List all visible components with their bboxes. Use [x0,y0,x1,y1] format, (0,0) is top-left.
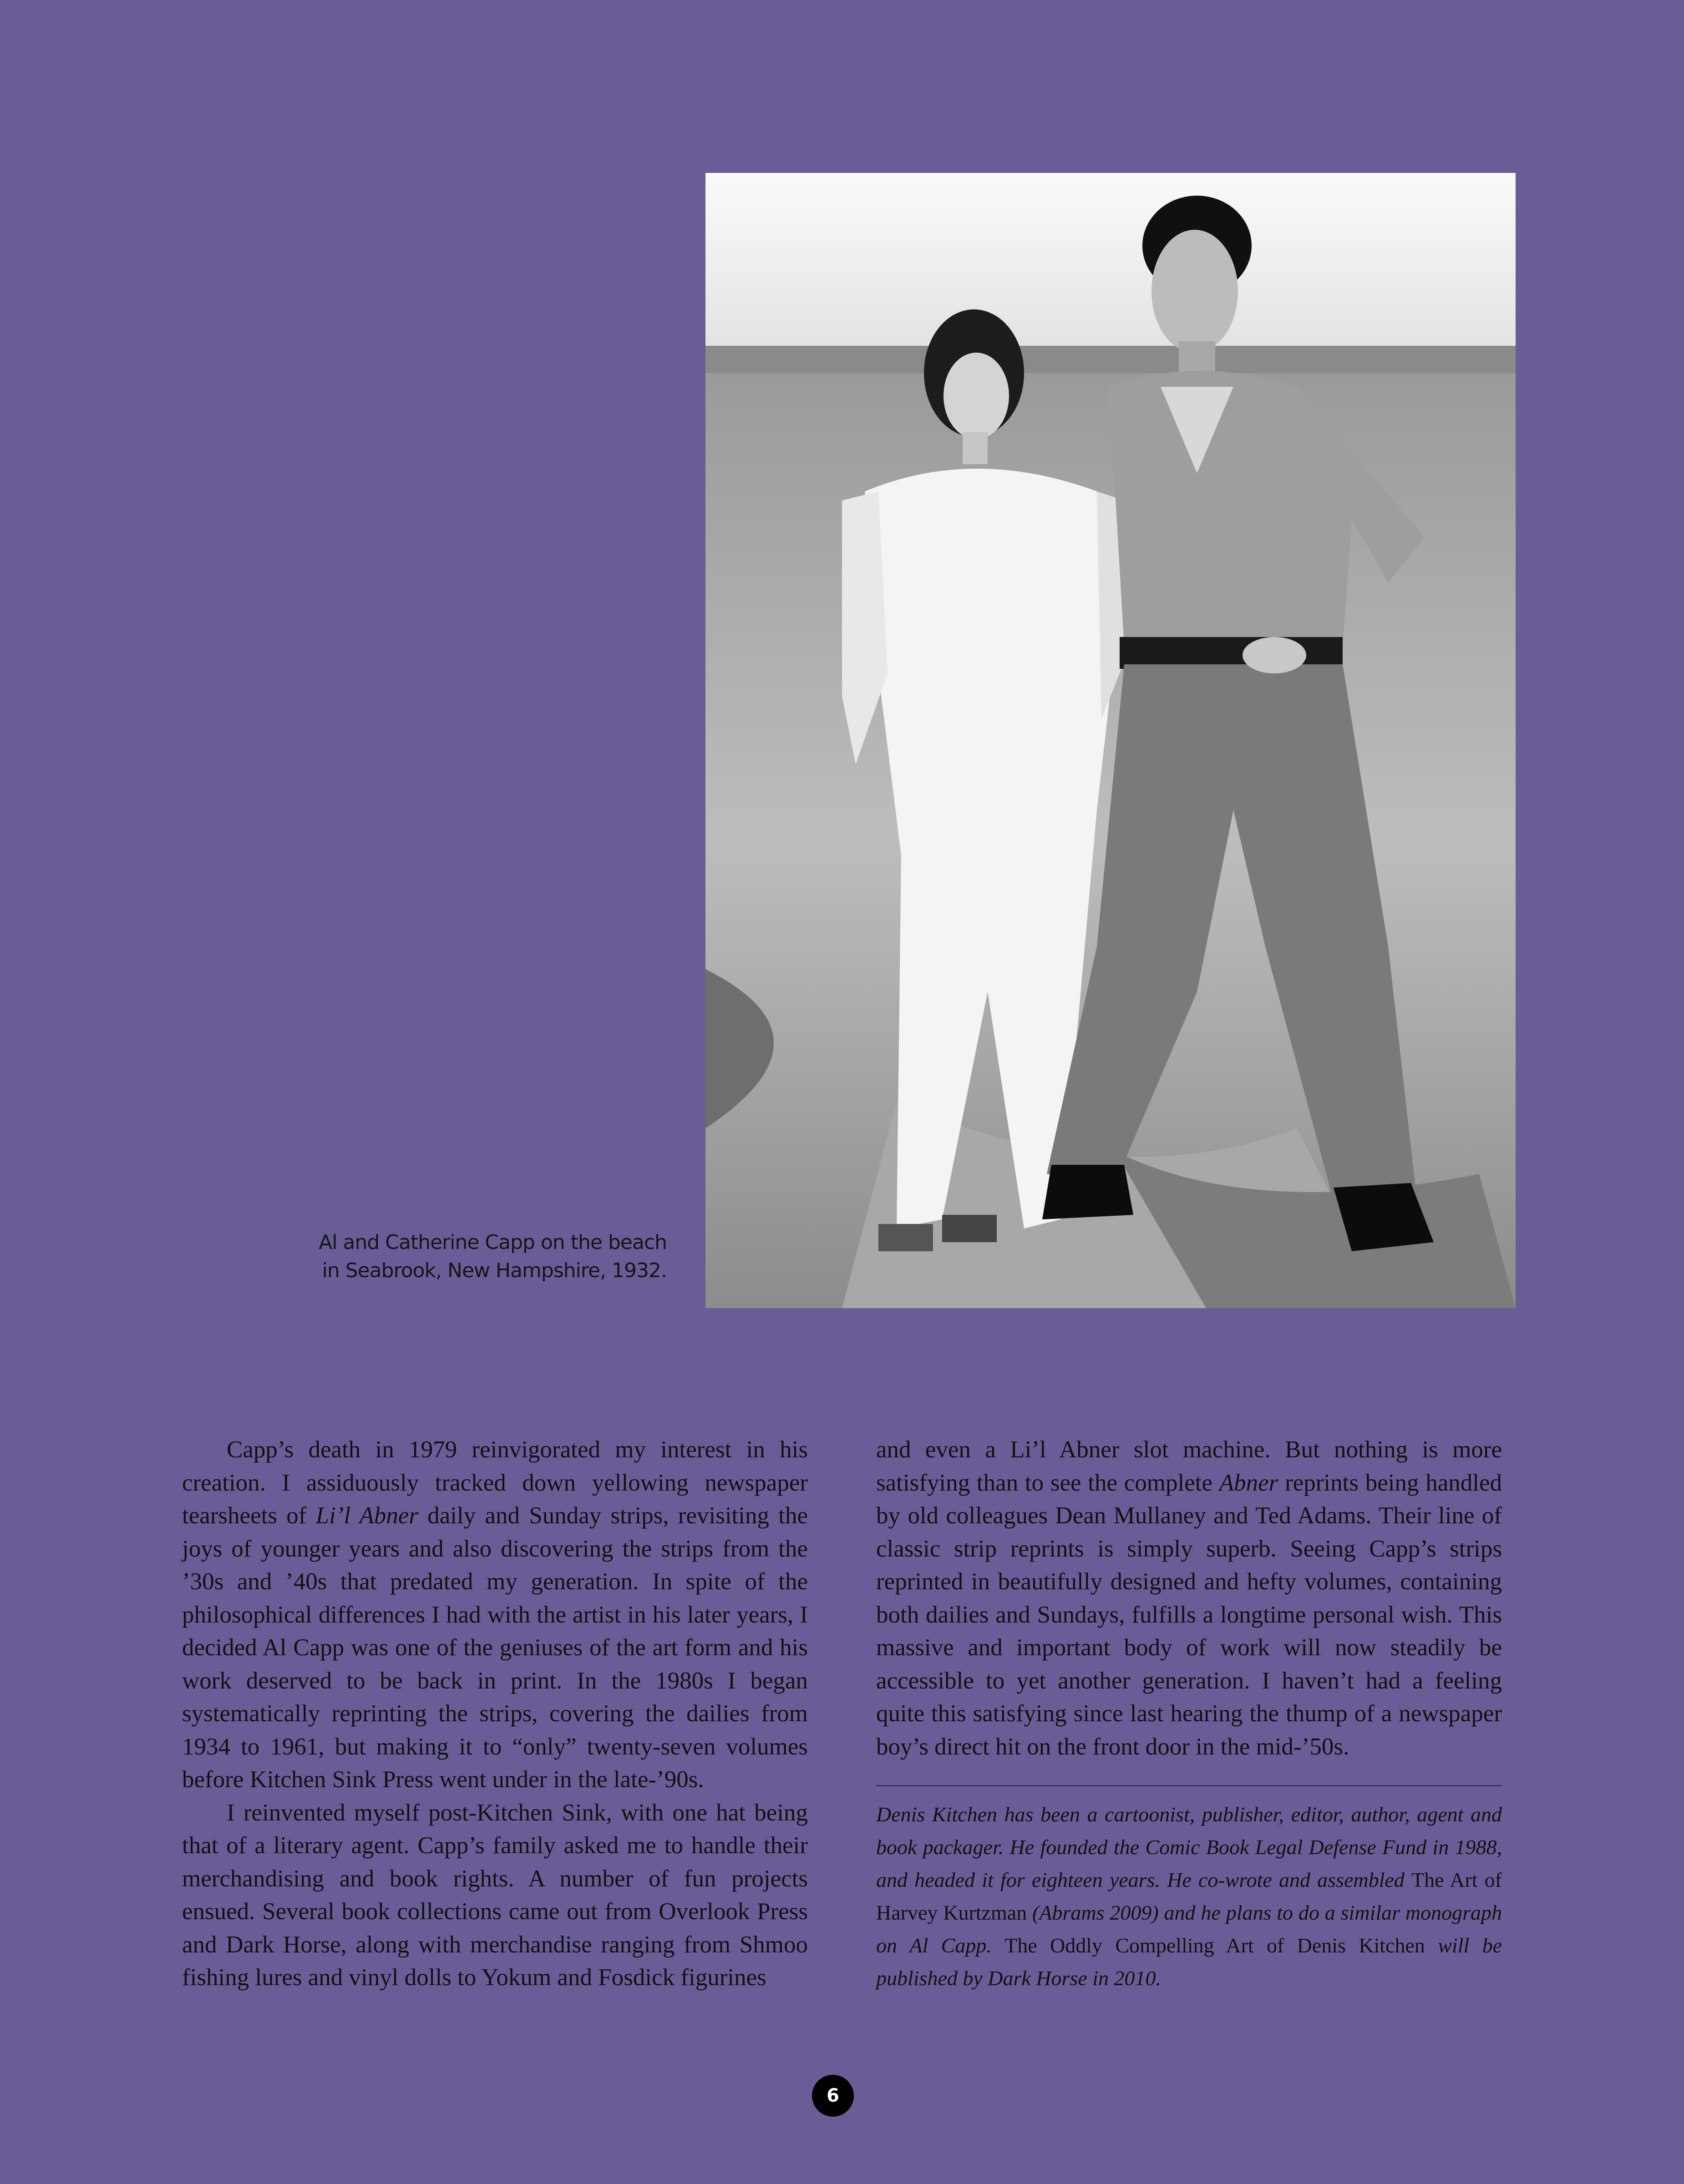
article-column-right [876,1433,1502,1995]
article-paragraph-1 [182,1433,808,1796]
capp-beach-photo [705,173,1516,1308]
p3-title-abner: Abner [1219,1469,1278,1496]
bio-text-c: will be published by Dark Horse in 2010. [876,1934,1502,1990]
page-number-badge: 6 [812,2075,854,2117]
p3-text-b: reprints being handled by old colleagues Dean Mullaney and Ted Adams. Their line of classic strip reprints is simply superb. Seeing Capp’s strips reprinted in beautifully designed and hefty volumes, containing both dailies and Sundays, fulfills a longtime personal wish. This massive and important body of work will now steadily be accessible to yet another generation. I haven’t had a feeling quite this satisfying since last hearing the thump of a newspaper boy’s direct hit on the front door in the mid-’50s. [876,1469,1502,1760]
caption-line-1: Al and Catherine Capp on the beach [319,1231,667,1254]
bio-divider [876,1785,1502,1786]
photo-caption [255,1228,667,1285]
p1-title-lil-abner: Li’l Abner [315,1502,418,1529]
bio-text-a: Denis Kitchen has been a cartoonist, publisher, editor, author, agent and book packager. He founded the Comic Book Legal Defense Fund in 1988, and headed it for eighteen years. He co-wrote and assembled [876,1803,1502,1891]
article-paragraph-2: I reinvented myself post-Kitchen Sink, with one hat being that of a literary agent. Capp’s family asked me to handle their merchandising and book rights. A number of fun projects ensued. Several book collections came out from Overlook Press and Dark Horse, along with merchandise ranging from Shmoo fishing lures and vinyl dolls to Yokum and Fosdick figurines [182,1799,808,1991]
bio-book-title-1: The Art of Harvey Kurtzman [876,1868,1502,1924]
author-bio [876,1798,1502,1995]
article-column-left [182,1433,808,1994]
p1-text-a: Capp’s death in 1979 reinvigorated my interest in his creation. I assiduously tracked down yellowing newspaper tearsheets of [182,1436,808,1529]
bio-book-title-2: The Oddly Compelling Art of Denis Kitchen [1004,1934,1425,1957]
p3-text-a: and even a Li’l Abner slot machine. But nothing is more satisfying than to see the complete [876,1436,1502,1496]
article-paragraph-3 [876,1433,1502,1763]
bio-text-b: (Abrams 2009) and he plans to do a similar monograph on Al Capp. [876,1901,1502,1957]
caption-line-2: in Seabrook, New Hampshire, 1932. [322,1259,667,1282]
p1-text-b: daily and Sunday strips, revisiting the joys of younger years and also discovering the strips from the ’30s and ’40s that predated my generation. In spite of the philosophical differences I had with the artist in his later years, I decided Al Capp was one of the geniuses of the art form and his work deserved to be back in print. In the 1980s I began systematically reprinting the strips, covering the dailies from 1934 to 1961, but making it to “only” twenty-seven volumes before Kitchen Sink Press went under in the late-’90s. [182,1502,808,1793]
